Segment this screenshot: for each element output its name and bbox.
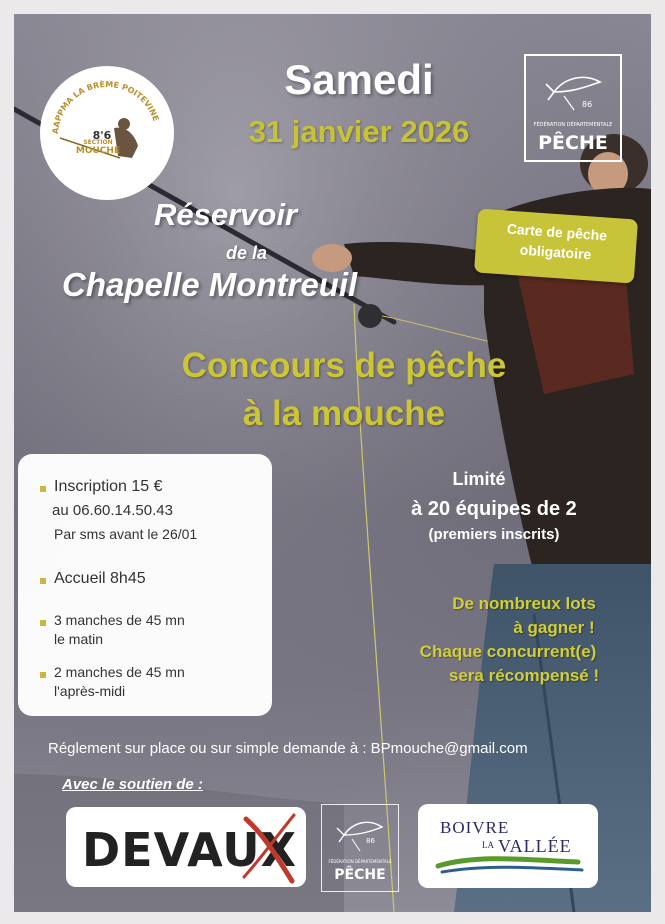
club-logo-arc-text: AAPPMA LA BRÈME POITEVINE xyxy=(50,79,161,135)
title-day: Samedi xyxy=(284,56,434,103)
fishing-card-badge xyxy=(474,208,638,283)
badge-line-1: Carte de pêche xyxy=(506,220,608,244)
fish-icon xyxy=(526,56,620,116)
sponsor-boivre-line-2: VALLÉE xyxy=(498,836,572,856)
title-date: 31 janvier 2026 xyxy=(248,114,470,149)
prizes-line-2: à gagner ! xyxy=(513,618,595,637)
federation-subtitle: FÉDÉRATION DÉPARTEMENTALE xyxy=(533,122,613,128)
info-line: 3 manches de 45 mn xyxy=(54,612,185,628)
club-logo-section: SECTION xyxy=(83,139,113,146)
sponsor-peche-number: 86 xyxy=(366,837,375,845)
federation-name: PÊCHE xyxy=(538,132,608,154)
federation-number: 86 xyxy=(582,100,593,109)
sponsor-boivre-line-1: BOIVRE xyxy=(440,818,510,837)
poster xyxy=(14,14,651,912)
sponsor-peche-subtitle: FÉDÉRATION DÉPARTEMENTALE xyxy=(328,859,392,864)
location-line-1: Réservoir xyxy=(154,197,298,232)
limit-line-1: Limité xyxy=(452,469,506,489)
limit-line-2: à 20 équipes de 2 xyxy=(411,498,577,520)
info-line: Accueil 8h45 xyxy=(54,570,146,587)
payment-info: Réglement sur place ou sur simple demande à : BPmouche@gmail.com xyxy=(48,740,528,757)
club-logo-mouche: MOUCHE xyxy=(75,146,121,156)
event-title-line-2: à la mouche xyxy=(242,394,446,433)
sponsor-boivre-logo xyxy=(418,804,598,888)
bullet-icon xyxy=(40,620,46,626)
river-swoosh-icon xyxy=(418,804,598,888)
prizes-line-1: De nombreux lots xyxy=(452,594,596,613)
location-line-2: de la xyxy=(226,243,268,263)
sponsor-devaux-logo xyxy=(66,807,306,887)
prizes-line-3: Chaque concurrent(e) xyxy=(419,642,597,661)
info-line: l'après-midi xyxy=(54,683,126,699)
club-logo-number: 8'6 xyxy=(92,129,112,142)
limit-line-3: (premiers inscrits) xyxy=(428,526,560,543)
location-line-3: Chapelle Montreuil xyxy=(62,266,358,303)
prizes-line-4: sera récompensé ! xyxy=(448,666,600,685)
info-box xyxy=(18,454,272,716)
info-line: Par sms avant le 26/01 xyxy=(54,526,198,542)
info-line: 2 manches de 45 mn xyxy=(54,664,185,680)
bullet-icon xyxy=(40,672,46,678)
bullet-icon xyxy=(40,578,46,584)
devaux-x-mark-icon xyxy=(66,807,306,887)
info-line: Inscription 15 € xyxy=(54,478,163,495)
info-line: le matin xyxy=(54,631,104,647)
event-title-line-1: Concours de pêche xyxy=(181,346,507,385)
federation-logo xyxy=(524,54,622,162)
badge-line-2: obligatoire xyxy=(519,241,592,263)
support-label: Avec le soutien de : xyxy=(62,776,203,793)
sponsor-boivre-la: LA xyxy=(482,840,494,850)
sponsor-devaux-text: DEVAUX xyxy=(82,823,298,877)
info-line: au 06.60.14.50.43 xyxy=(52,502,173,519)
sponsor-peche-logo xyxy=(321,804,399,892)
sponsor-peche-name: PÊCHE xyxy=(334,867,386,883)
bullet-icon xyxy=(40,486,46,492)
fish-icon xyxy=(322,805,398,855)
